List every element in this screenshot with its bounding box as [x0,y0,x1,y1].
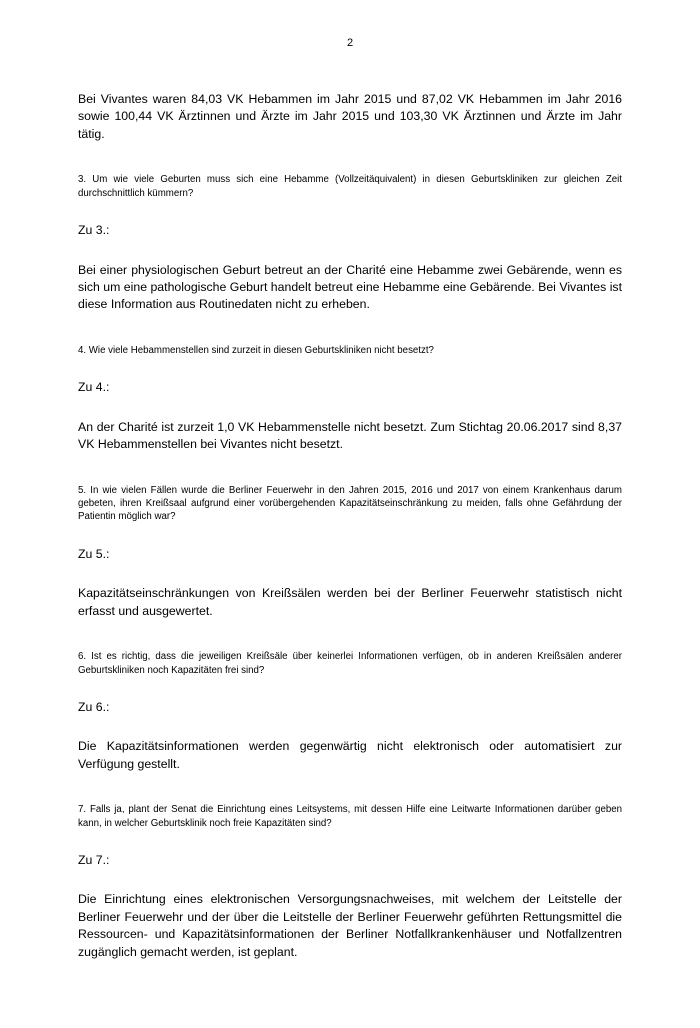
answer-5: Kapazitätseinschränkungen von Kreißsälen werden bei der Berliner Feuerwehr statistisch nicht erfasst und ausgewertet. [78,586,622,618]
question-5: 5. In wie vielen Fällen wurde die Berliner Feuerwehr in den Jahren 2015, 2016 und 2017 von einem Krankenhaus darum gebeten, ihren Kreißsaal aufgrund einer vorübergehenden Kapazitätseinschränkung zu meiden, falls ohne Gefährdung der Patientin möglich war? [78,484,622,523]
answer-label-7: Zu 7.: [78,853,110,867]
answer-label-3: Zu 3.: [78,223,110,238]
paragraph: Bei Vivantes waren 84,03 VK Hebammen im Jahr 2015 und 87,02 VK Hebammen im Jahr 2016 sowie 100,44 VK Ärztinnen und Ärzte im Jahr 2015 und 103,30 VK Ärztinnen und Ärzte im Jahr tätig. [78,92,622,141]
document-body [78,49,622,961]
page-number: 2 [346,37,354,49]
question-7: 7. Falls ja, plant der Senat die Einrichtung eines Leitsystems, mit dessen Hilfe eine Leitwarte Informationen darüber geben kann, in welcher Geburtsklinik noch freie Kapazitäten sind? [78,804,622,829]
answer-label-6: Zu 6.: [78,699,110,714]
question-4: 4. Wie viele Hebammenstellen sind zurzeit in diesen Geburtskliniken nicht besetzt? [78,344,434,356]
answer-7: Die Einrichtung eines elektronischen Versorgungsnachweises, mit welchem der Leitstelle der Berliner Feuerwehr und der über die Leitstelle der Berliner Feuerwehr geführten Rettungsmittel die Ressourcen- und Kapazitätsinformationen der Berliner Notfallkrankenhäuser und Notfallzentren zugänglich gemacht werden, ist geplant. [78,892,622,959]
document-page [0,38,700,1028]
question-3: 3. Um wie viele Geburten muss sich eine Hebamme (Vollzeitäquivalent) in diesen Geburtskliniken zur gleichen Zeit durchschnittlich kümmern? [78,174,622,199]
answer-3: Bei einer physiologischen Geburt betreut an der Charité eine Hebamme zwei Gebärende, wenn es sich um eine pathologische Geburt handelt betreut eine Hebamme eine Gebärende. Bei Vivantes ist diese Information aus Routinedaten nicht zu erheben. [78,262,622,312]
question-6: 6. Ist es richtig, dass die jeweiligen Kreißsäle über keinerlei Informationen verfügen, ob in anderen Kreißsälen anderer Geburtskliniken noch Kapazitäten frei sind? [78,651,622,676]
answer-6: Die Kapazitätsinformationen werden gegenwärtig nicht elektronisch oder automatisiert zur Verfügung gestellt. [78,739,622,771]
answer-4: An der Charité ist zurzeit 1,0 VK Hebammenstelle nicht besetzt. Zum Stichtag 20.06.2017 sind 8,37 VK Hebammenstellen bei Vivantes nicht besetzt. [78,419,622,452]
answer-label-5: Zu 5.: [78,546,110,561]
answer-label-4: Zu 4.: [78,380,110,395]
